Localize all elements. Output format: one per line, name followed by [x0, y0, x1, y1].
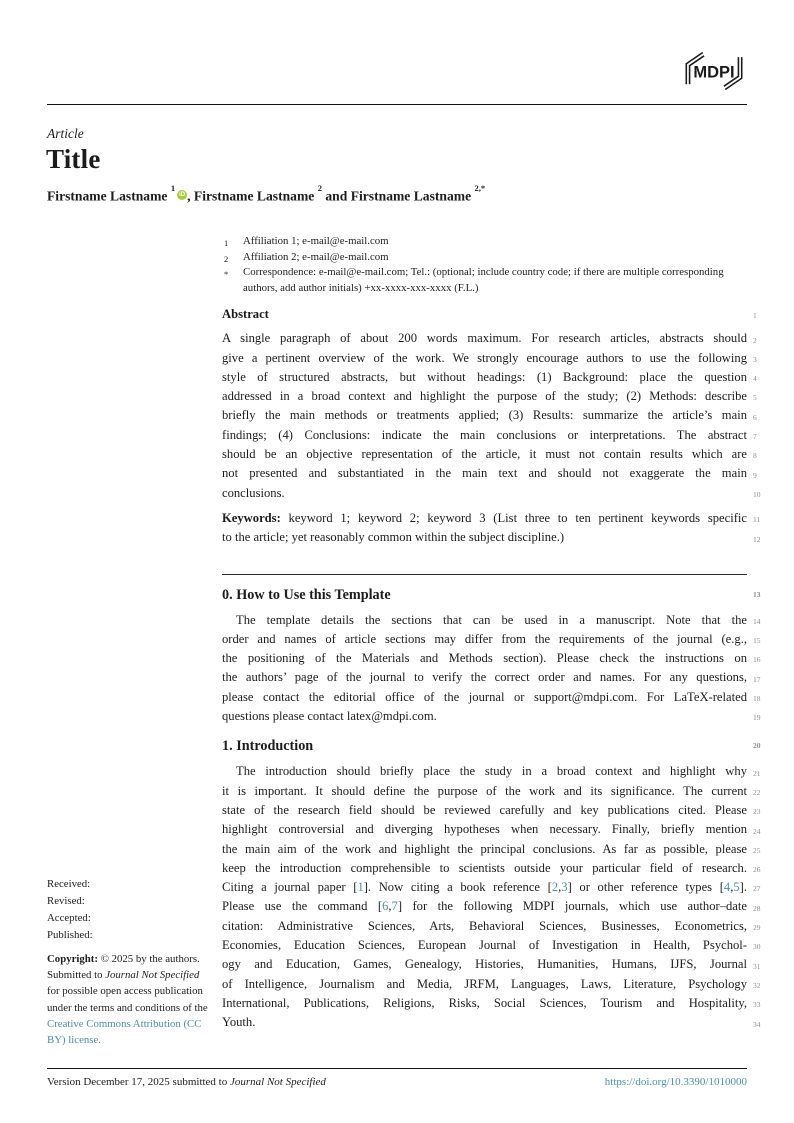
- text-line: the positioning of the Materials and Methods section). Please check the instructions on 16: [222, 649, 747, 668]
- line-number: 7: [753, 432, 757, 442]
- line-number: 27: [753, 884, 761, 894]
- affiliation-entry: [222, 250, 752, 266]
- history-dates: [47, 876, 212, 944]
- line-number: 28: [753, 903, 761, 913]
- text-line: citation: Administrative Sciences, Arts, Behavioral Sciences, Businesses, Econometrics, 29: [222, 917, 747, 936]
- text-line: Revised:: [47, 895, 85, 907]
- line-number: 10: [753, 489, 761, 499]
- text-line: please contact the editorial office of the journal or support@mdpi.com. For LaTeX-related 18: [222, 688, 747, 707]
- link[interactable]: 5: [733, 880, 740, 895]
- text-line: keep the introduction comprehensible to scientists outside your particular field of research. 26: [222, 859, 747, 878]
- link[interactable]: 4: [723, 880, 731, 895]
- line-number: 1: [753, 311, 757, 321]
- affiliation-marker: 2: [224, 253, 229, 264]
- section-how-to-use: [222, 585, 761, 727]
- text-line: Received:: [47, 878, 91, 890]
- line-number: 20: [753, 741, 761, 751]
- text-line: A single paragraph of about 200 words maximum. For research articles, abstracts should 2: [222, 329, 747, 348]
- text-line: to the article; yet reasonably common within the subject discipline.) 12: [222, 528, 747, 547]
- text-line: Citing a journal paper [1]. Now citing a book reference [2,3] or other reference types [4,5]. 27: [222, 878, 747, 897]
- affiliation-text: Affiliation 2; e-mail@e-mail.com: [243, 250, 389, 263]
- link[interactable]: Creative Commons Attribution (CC BY) license.: [47, 1017, 202, 1047]
- text-line: addressed in a broad context and highlight the purpose of the study; (2) Methods: describe 5: [222, 387, 747, 406]
- line-number: 8: [753, 451, 757, 461]
- section-introduction: [222, 736, 761, 1032]
- text-line: Accepted:: [47, 912, 91, 924]
- text-line: not presented and substantiated in the main text and should not exaggerate the main 9: [222, 464, 747, 483]
- keywords-divider: [222, 574, 747, 575]
- text-line: should be an objective representation of the article, it must not contain results which are 8: [222, 445, 747, 464]
- line-number: 18: [753, 694, 761, 704]
- line-number: 13: [753, 589, 761, 599]
- text-line: Please use the command [6,7] for the following MDPI journals, which use author–date 28: [222, 897, 747, 916]
- text-line: conclusions. 10: [222, 484, 747, 503]
- doi-link[interactable]: https://doi.org/10.3390/1010000: [604, 1076, 747, 1088]
- orcid-icon[interactable]: iD: [179, 191, 186, 198]
- keywords-section: [222, 509, 761, 548]
- link[interactable]: 7: [391, 899, 398, 914]
- text-line: Economies, Education Sciences, European Journal of Investigation in Health, Psychol- 30: [222, 936, 747, 955]
- footer: [47, 1076, 747, 1088]
- article-type-label: Article: [47, 126, 84, 141]
- footer-rule: [47, 1068, 747, 1069]
- line-number: 19: [753, 713, 761, 723]
- text-line: questions please contact latex@mdpi.com. 19: [222, 707, 747, 726]
- mdpi-logo-text: MDPI: [693, 63, 735, 82]
- affiliation-text: Affiliation 1; e-mail@e-mail.com: [243, 235, 389, 247]
- line-number: 6: [753, 412, 757, 422]
- line-number: 33: [753, 1000, 761, 1010]
- line-number: 11: [753, 515, 761, 525]
- text-line: briefly the main methods or treatments applied; (3) Results: summarize the article’s main 6: [222, 406, 747, 425]
- line-number: 24: [753, 826, 761, 836]
- affiliation-marker: *: [224, 269, 229, 279]
- text-line: Youth. 34: [222, 1013, 747, 1032]
- text-line: findings; (4) Conclusions: indicate the main conclusions or interpretations. The abstract 7: [222, 426, 747, 445]
- affiliation-entry: [222, 265, 752, 296]
- text-line: Keywords: keyword 1; keyword 2; keyword 3 (List three to ten pertinent keywords specific 11: [222, 509, 747, 528]
- link[interactable]: 1: [357, 880, 364, 895]
- text-line: of Intelligence, Journalism and Media, JRFM, Languages, Laws, Literature, Psychology 32: [222, 975, 747, 994]
- text-line: International, Publications, Religions, Risks, Social Sciences, Tourism and Hospitality, 33: [222, 994, 747, 1013]
- line-number: 23: [753, 807, 761, 817]
- line-number: 26: [753, 865, 761, 875]
- author-line: Firstname Lastname $^1$iD , Firstname Lastname $^2$ and Firstname Lastname $^{2,*}$: [47, 182, 486, 204]
- link[interactable]: 6: [382, 899, 389, 914]
- text-line: style of structured abstracts, but without headings: (1) Background: place the question 4: [222, 368, 747, 387]
- line-number: 12: [753, 534, 761, 544]
- affiliation-marker: 1: [224, 238, 229, 248]
- line-number: 22: [753, 787, 761, 797]
- line-number: 30: [753, 942, 761, 952]
- line-number: 9: [753, 470, 757, 480]
- text-line: Published:: [47, 929, 93, 941]
- line-number: 32: [753, 980, 761, 990]
- margin-sidebar: [47, 876, 212, 1048]
- text-line: highlight controversial and diverging hypotheses when necessary. Finally, briefly mention 24: [222, 820, 747, 839]
- link[interactable]: 3: [561, 880, 568, 895]
- line-number: 21: [753, 768, 761, 778]
- line-number: 25: [753, 845, 761, 855]
- affiliation-text: Correspondence: e-mail@e-mail.com; Tel.: (optional; include country code; if there are multiple corresponding authors, add author initials) +xx-xxxx-xxx-xxxx (F.L.): [243, 266, 724, 294]
- line-number: 16: [753, 655, 761, 665]
- line-number: 3: [753, 354, 757, 364]
- text-line: ogy and Education, Games, Genealogy, Histories, Humanities, Humans, IJFS, Journal 31: [222, 955, 747, 974]
- main-column: [222, 305, 761, 1033]
- line-number: 17: [753, 674, 761, 684]
- section-heading: 1. Introduction 20: [222, 736, 747, 756]
- header-rule: [47, 104, 747, 105]
- paper-title: Title: [46, 144, 101, 174]
- text-line: The template details the sections that can be used in a manuscript. Note that the 14: [222, 611, 747, 630]
- text-line: Abstract 1: [222, 305, 747, 324]
- text-line: it is important. It should define the purpose of the work and its significance. The current 22: [222, 782, 747, 801]
- text-line: state of the research field should be reviewed carefully and key publications cited. Please 23: [222, 801, 747, 820]
- line-number: 4: [753, 374, 757, 384]
- line-number: 15: [753, 636, 761, 646]
- text-line: give a pertinent overview of the work. We strongly encourage authors to use the following 3: [222, 349, 747, 368]
- line-number: 34: [753, 1019, 761, 1029]
- line-number: 5: [753, 393, 757, 403]
- mdpi-logo: [681, 50, 747, 92]
- text-line: order and names of article sections may differ from the requirements of the journal (e.g., 15: [222, 630, 747, 649]
- line-number: 31: [753, 961, 761, 971]
- line-number: 29: [753, 923, 761, 933]
- text-line: the authors’ page of the journal to verify the correct order and names. For any questions, 17: [222, 668, 747, 687]
- line-number: 2: [753, 335, 757, 345]
- copyright-note: Copyright: © 2025 by the authors. Submitted to Journal Not Specified for possible open access publication under the terms and conditions of the Creative Commons Attribution (CC BY) license.: [47, 953, 208, 1047]
- affiliation-entry: [222, 234, 752, 250]
- line-number: 14: [753, 616, 761, 626]
- text-line: the main aim of the work and highlight the principal conclusions. As far as possible, please 25: [222, 840, 747, 859]
- affiliations: [222, 234, 752, 296]
- text-line: The introduction should briefly place the study in a broad context and highlight why 21: [222, 762, 747, 781]
- abstract-section: [222, 305, 761, 503]
- link[interactable]: 2: [551, 880, 559, 895]
- section-heading: 0. How to Use this Template 13: [222, 585, 747, 605]
- footer-version-text: Version December 17, 2025 submitted to Journal Not Specified: [47, 1076, 326, 1088]
